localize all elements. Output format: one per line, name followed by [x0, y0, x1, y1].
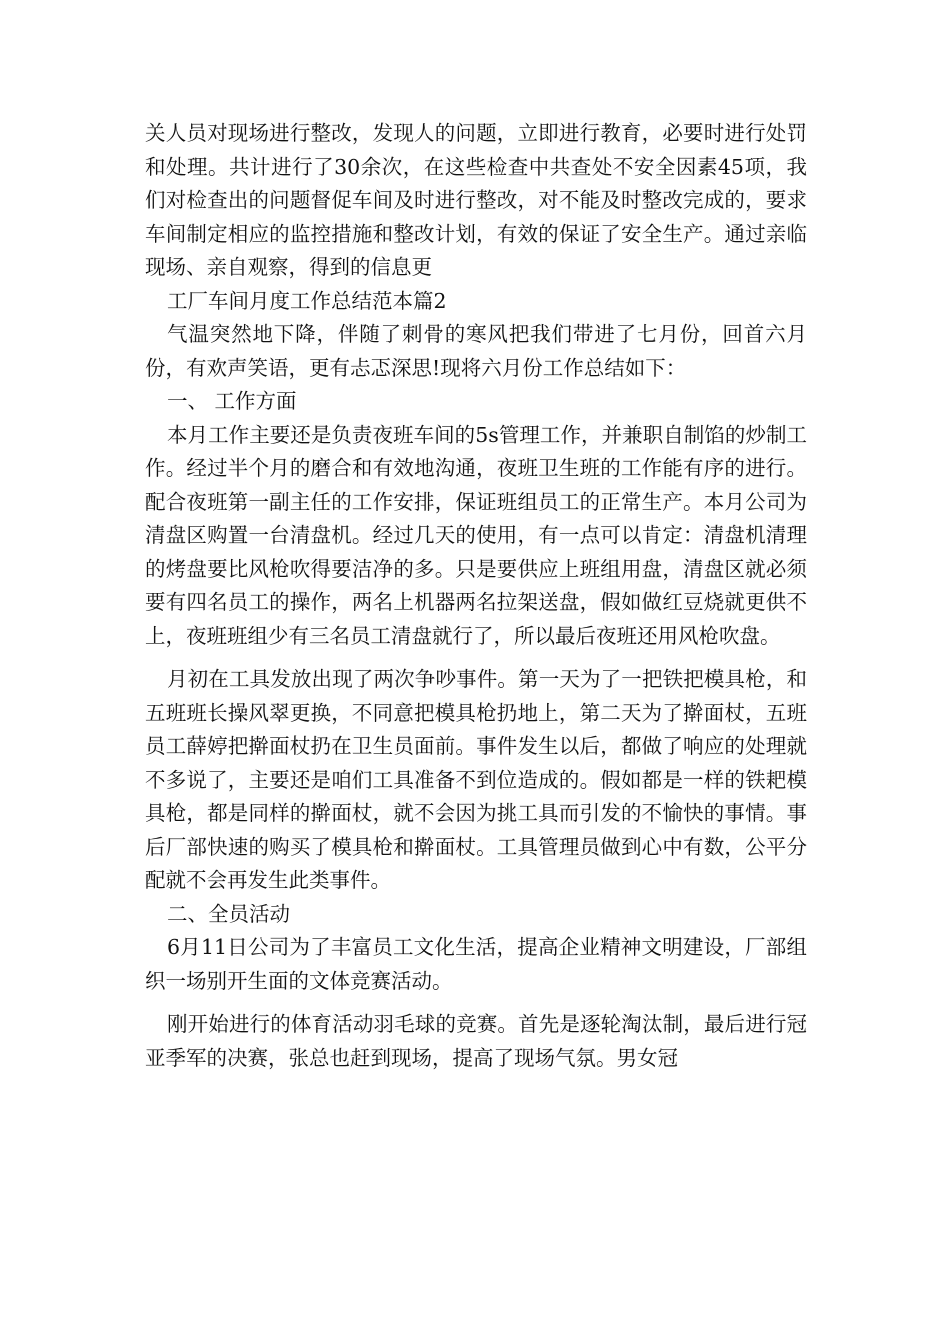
heading-all-staff-activity: 二、全员活动: [167, 901, 290, 926]
paragraph-safety-inspection: 关人员对现场进行整改，发现人的问题，立即进行教育，必要时进行处罚和处理。共计进行了30余次，在这些检查中共查处不安全因素45项，我们对检查出的问题督促车间及时进行整改，对不能及时整改完成的，要求车间制定相应的监控措施和整改计划，有效的保证了安全生产。通过亲临现场、亲自观察，得到的信息更: [145, 121, 807, 279]
paragraph-tool-dispute: 月初在工具发放出现了两次争吵事件。第一天为了一把铁把模具枪，和五班班长操风翠更换，不同意把模具枪扔地上，第二天为了擀面杖，五班员工薛婷把擀面杖扔在卫生员面前。事件发生以后，都做了响应的处理就不多说了，主要还是咱们工具准备不到位造成的。假如都是一样的铁耙模具枪，都是同样的擀面杖，就不会因为挑工具而引发的不愉快的事情。事后厂部快速的购买了模具枪和擀面杖。工具管理员做到心中有数，公平分配就不会再发生此类事件。: [145, 667, 807, 892]
document-body: [145, 117, 807, 1075]
paragraph-intro: 气温突然地下降，伴随了刺骨的寒风把我们带进了七月份，回首六月份，有欢声笑语，更有忐忑深思!现将六月份工作总结如下：: [145, 322, 807, 380]
section-title: 工厂车间月度工作总结范本篇2: [167, 288, 447, 313]
paragraph-badminton: 刚开始进行的体育活动羽毛球的竞赛。首先是逐轮淘汰制，最后进行冠亚季军的决赛，张总也赶到现场，提高了现场气氛。男女冠: [145, 1012, 807, 1070]
paragraph-culture-event: 6月11日公司为了丰富员工文化生活，提高企业精神文明建设，厂部组织一场别开生面的文体竞赛活动。: [145, 935, 807, 993]
paragraph-5s-management: 本月工作主要还是负责夜班车间的5s管理工作，并兼职自制馅的炒制工作。经过半个月的磨合和有效地沟通，夜班卫生班的工作能有序的进行。配合夜班第一副主任的工作安排，保证班组员工的正常生产。本月公司为清盘区购置一台清盘机。经过几天的使用，有一点可以肯定：清盘机清理的烤盘要比风枪吹得要洁净的多。只是要供应上班组用盘，清盘区就必须要有四名员工的操作，两名上机器两名拉架送盘，假如做红豆烧就更供不上，夜班班组少有三名员工清盘就行了，所以最后夜班还用风枪吹盘。: [145, 422, 807, 648]
heading-work-aspect: 一、 工作方面: [167, 389, 297, 413]
